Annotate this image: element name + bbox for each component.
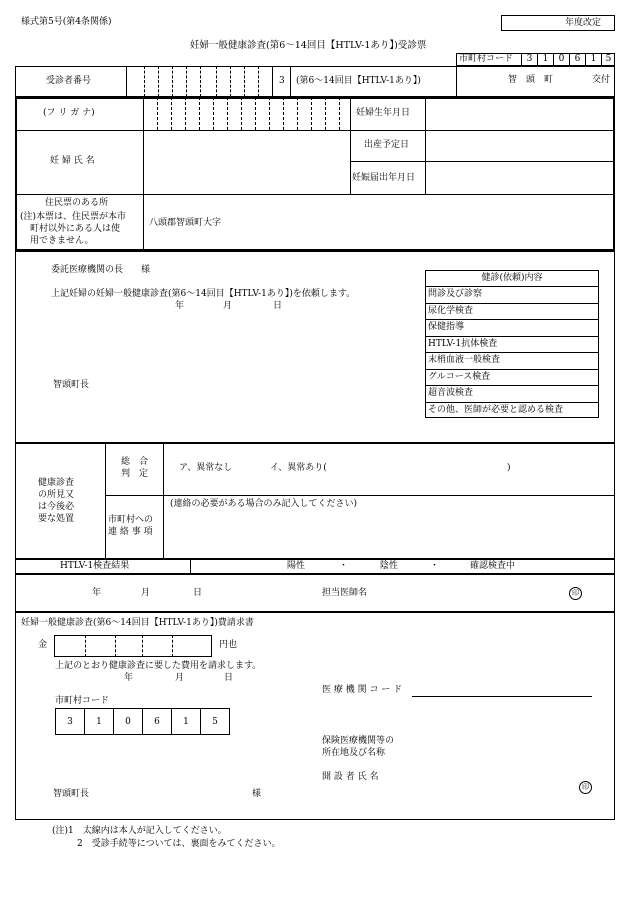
- bill-seal-icon: 印: [579, 781, 592, 794]
- doctor-seal-icon: 印: [569, 587, 582, 600]
- doctor-label: 担当医師名: [322, 588, 368, 598]
- insurer-line-1: 保険医療機関等の: [322, 736, 395, 746]
- option-normal: ア、異常なし: [179, 463, 233, 473]
- exam-item: HTLV-1抗体検査: [428, 338, 498, 349]
- htlv-confirm: 確認検査中: [470, 561, 516, 571]
- exam-item: 末梢血液一般検査: [428, 355, 501, 365]
- revision-label: 年度改定: [565, 18, 602, 28]
- town-name: 智 頭 町: [508, 75, 554, 85]
- bill-day: 日: [224, 673, 234, 683]
- founder-label: 開 設 者 氏 名: [322, 772, 379, 782]
- doctor-day: 日: [193, 588, 203, 598]
- exam-count-digit: 3: [279, 76, 285, 86]
- exam-contents-header: 健診(依頼)内容: [481, 273, 543, 283]
- issued-label: 交付: [592, 75, 611, 85]
- request-body: 上記妊婦の妊婦一般健康診査(第6～14回目【HTLV-1あり】)を依頼します。: [51, 289, 356, 299]
- municipality-code-label: 市町村コード: [459, 54, 514, 64]
- option-abnormal: イ、異常あり(: [270, 463, 327, 473]
- htlv-positive: 陽性: [287, 561, 306, 571]
- exam-count-label: (第6～14回目【HTLV-1あり】): [296, 76, 421, 86]
- amount-box[interactable]: [54, 635, 212, 657]
- form-number: 様式第5号(第4条関係): [21, 17, 112, 27]
- request-mayor: 智頭町長: [53, 380, 90, 390]
- htlv-label: HTLV-1検査結果: [60, 561, 130, 571]
- note-2: 2 受診手続等については、裏面をみてください。: [77, 839, 281, 849]
- bill-statement: 上記のとおり健康診査に要した費用を請求します。: [55, 661, 262, 671]
- address-value: 八頭郡智頭町大字: [149, 218, 222, 228]
- municipality-code-digit: 5: [601, 53, 615, 66]
- bill-sama: 様: [252, 789, 262, 799]
- bill-mayor: 智頭町長: [53, 789, 90, 799]
- municipality-code-digit: 1: [585, 53, 601, 66]
- doctor-row: [15, 574, 615, 612]
- exam-item: 問診及び診察: [428, 289, 483, 299]
- overall-label-1: 総 合: [121, 457, 149, 467]
- htlv-negative: 陰性: [380, 561, 399, 571]
- findings-side-4: 要な処置: [38, 514, 75, 524]
- exam-number-label: 受診者番号: [46, 76, 92, 86]
- dob-label: 妊婦生年月日: [356, 108, 411, 118]
- doctor-year: 年: [92, 588, 102, 598]
- option-close: ): [507, 463, 511, 473]
- amount-suffix: 円也: [219, 640, 238, 650]
- exam-item: グルコース検査: [428, 371, 491, 382]
- report-date-label: 妊娠届出年月日: [352, 173, 416, 183]
- furigana-label: (フ リ ガ ナ): [43, 108, 95, 118]
- request-day: 日: [273, 301, 283, 311]
- address-note-3: 用できません。: [30, 236, 94, 246]
- amount-prefix: 金: [38, 640, 48, 650]
- exam-item: 超音波検査: [428, 388, 474, 398]
- bill-code-digit: 1: [171, 708, 201, 735]
- municipality-code-digit: 3: [521, 53, 537, 66]
- note-1: (注)1 太線内は本人が記入してください。: [52, 826, 227, 836]
- request-year: 年: [175, 301, 185, 311]
- address-label: 住民票のある所: [45, 198, 109, 208]
- bill-code-digit: 5: [200, 708, 230, 735]
- htlv-dot-2: ・: [430, 561, 440, 571]
- due-date-label: 出産予定日: [364, 140, 410, 150]
- contact-label-2: 連 絡 事 項: [108, 527, 153, 537]
- findings-side-3: は今後必: [38, 502, 75, 512]
- bill-code-digit: 3: [55, 708, 85, 735]
- findings-side-1: 健康診査: [38, 478, 75, 488]
- bill-code-label: 市町村コード: [55, 696, 110, 706]
- municipality-code-digit: 1: [537, 53, 553, 66]
- municipality-code-digit: 0: [553, 53, 569, 66]
- findings-side-2: の所見又: [38, 490, 75, 500]
- overall-label-2: 判 定: [121, 469, 149, 479]
- address-note-2: 町村以外にある人は使: [30, 224, 121, 234]
- address-note-1: (注)本票は、住民票が本市: [20, 212, 127, 222]
- htlv-dot-1: ・: [339, 561, 349, 571]
- contact-label-1: 市町村への: [108, 515, 154, 525]
- form-title: 妊婦一般健康診査(第6～14回目【HTLV-1あり】)受診票: [190, 40, 427, 51]
- bill-title: 妊婦一般健康診査(第6～14回目【HTLV-1あり】)費請求書: [21, 618, 254, 628]
- exam-item: その他、医師が必要と認める検査: [428, 404, 564, 415]
- institution-code-label: 医 療 機 関 コ ー ド: [322, 685, 403, 695]
- name-label: 妊 婦 氏 名: [50, 156, 95, 166]
- bill-code-digit: 1: [84, 708, 114, 735]
- contact-note: (連絡の必要がある場合のみ記入してください): [170, 499, 358, 509]
- doctor-month: 月: [141, 588, 151, 598]
- institution-code-line[interactable]: [412, 696, 592, 697]
- exam-item: 尿化学検査: [428, 305, 474, 316]
- request-to: 委託医療機関の長 様: [51, 265, 151, 275]
- bill-year: 年: [124, 673, 134, 683]
- insurer-line-2: 所在地及び名称: [322, 748, 386, 758]
- request-month: 月: [223, 301, 233, 311]
- bill-month: 月: [175, 673, 185, 683]
- exam-item: 保健指導: [428, 322, 465, 332]
- bill-code-digit: 6: [142, 708, 172, 735]
- bill-code-digit: 0: [113, 708, 143, 735]
- municipality-code-digit: 6: [569, 53, 585, 66]
